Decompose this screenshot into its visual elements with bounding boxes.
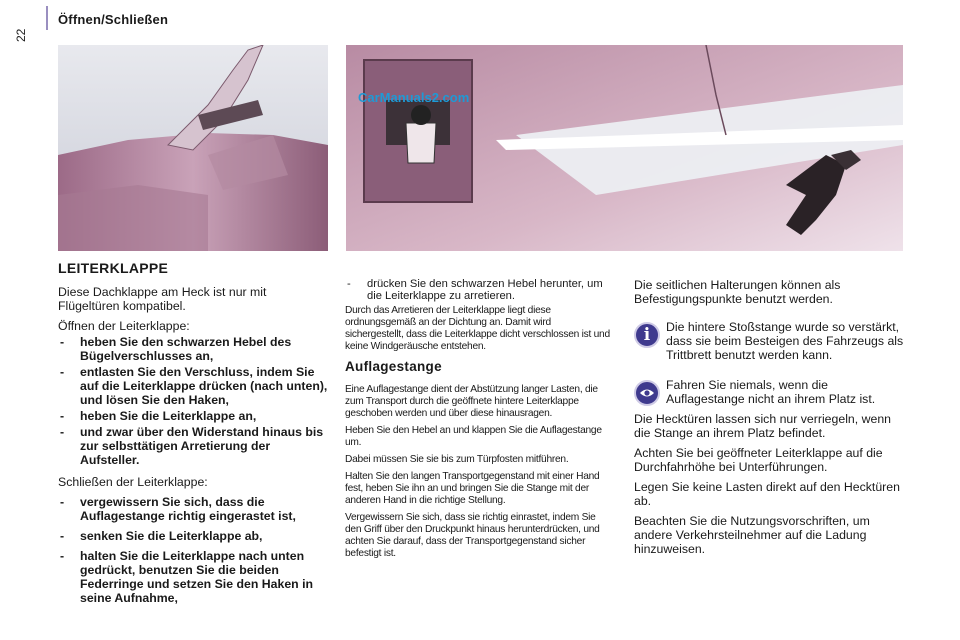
- page-title: Öffnen/Schließen: [58, 12, 169, 27]
- watermark: CarManuals2.com: [358, 90, 470, 105]
- info-text: Die hintere Stoßstange wurde so verstärkt, dass sie beim Besteigen des Fahrzeugs als Trittbrett benutzt werden kann.: [666, 320, 904, 362]
- list-item: - entlasten Sie den Verschluss, indem Sie auf die Leiterklappe drücken (nach unten), und lösen Sie den Haken,: [58, 365, 330, 407]
- section-heading: LEITERKLAPPE: [58, 260, 169, 276]
- warning-text: Fahren Sie niemals, wenn die Auflagestange nicht an ihrem Platz ist.: [666, 378, 876, 406]
- list-item: - vergewissern Sie sich, dass die Auflagestange richtig eingerastet ist,: [58, 495, 330, 523]
- ladder-flap-photo: [58, 45, 328, 251]
- list-item: - senken Sie die Leiterklappe ab,: [58, 529, 330, 543]
- header-accent-bar: [46, 6, 48, 30]
- info-icon: i: [634, 322, 660, 348]
- subheading: Auflagestange: [345, 359, 442, 374]
- eye-icon: [634, 380, 660, 406]
- close-steps-list: [58, 495, 330, 605]
- left-column: [58, 258, 330, 613]
- lock-step-list: [345, 278, 610, 302]
- right-column: [634, 278, 906, 562]
- warning-note: [634, 378, 906, 406]
- intro-text: Die seitlichen Halterungen können als Befestigungspunkte benutzt werden.: [634, 278, 841, 306]
- paragraph: Die Hecktüren lassen sich nur verriegeln, wenn die Stange an ihrem Platz befindet.: [634, 412, 891, 440]
- support-bar-photo: [346, 45, 903, 251]
- paragraph: Halten Sie den langen Transportgegenstand mit einer Hand fest, heben Sie ihn an und bringen Sie die Stange mit der anderen Hand in die richtige Stellung.: [345, 471, 600, 506]
- paragraph: Vergewissern Sie sich, dass sie richtig einrastet, indem Sie den Griff über den Druckpunkt hinaus herunterdrücken, und achten Sie darauf, dass der Transportgegenstand sicher befestigt ist.: [345, 512, 600, 559]
- close-title: Schließen der Leiterklappe:: [58, 475, 208, 489]
- open-title: Öffnen der Leiterklappe:: [58, 319, 190, 333]
- paragraph: Heben Sie den Hebel an und klappen Sie die Auflagestange um.: [345, 425, 602, 448]
- list-item: - halten Sie die Leiterklappe nach unten gedrückt, benutzen Sie die beiden Federringe und setzen Sie den Haken in seine Aufnahme,: [58, 549, 330, 605]
- info-note: [634, 320, 906, 362]
- list-item: - drücken Sie den schwarzen Hebel herunter, um die Leiterklappe zu arretieren.: [345, 278, 610, 302]
- paragraph: Achten Sie bei geöffneter Leiterklappe auf die Durchfahrhöhe bei Unterführungen.: [634, 446, 883, 474]
- intro-text: Diese Dachklappe am Heck ist nur mit Flügeltüren kompatibel.: [58, 285, 267, 313]
- list-item: - heben Sie den schwarzen Hebel des Bügelverschlusses an,: [58, 335, 330, 363]
- paragraph: Legen Sie keine Lasten direkt auf den Hecktüren ab.: [634, 480, 900, 508]
- note-text: Durch das Arretieren der Leiterklappe liegt diese ordnungsgemäß an der Dichtung an. Damit wird sichergestellt, dass die Leiterklappe dicht verschlossen ist und keine Windgeräusche entstehen.: [345, 305, 610, 352]
- middle-column: [345, 278, 610, 565]
- open-steps-list: [58, 335, 330, 467]
- page-number: 22: [14, 28, 28, 42]
- paragraph: Beachten Sie die Nutzungsvorschriften, um andere Verkehrsteilnehmer auf die Ladung hinzuweisen.: [634, 514, 870, 556]
- paragraph: Dabei müssen Sie sie bis zum Türpfosten mitführen.: [345, 454, 569, 465]
- paragraph: Eine Auflagestange dient der Abstützung langer Lasten, die zum Transport durch die geöffnete hintere Leiterklappe geschoben werden und über diese hinausragen.: [345, 384, 598, 419]
- list-item: - heben Sie die Leiterklappe an,: [58, 409, 330, 423]
- list-item: - und zwar über den Widerstand hinaus bis zur selbsttätigen Arretierung der Aufsteller.: [58, 425, 330, 467]
